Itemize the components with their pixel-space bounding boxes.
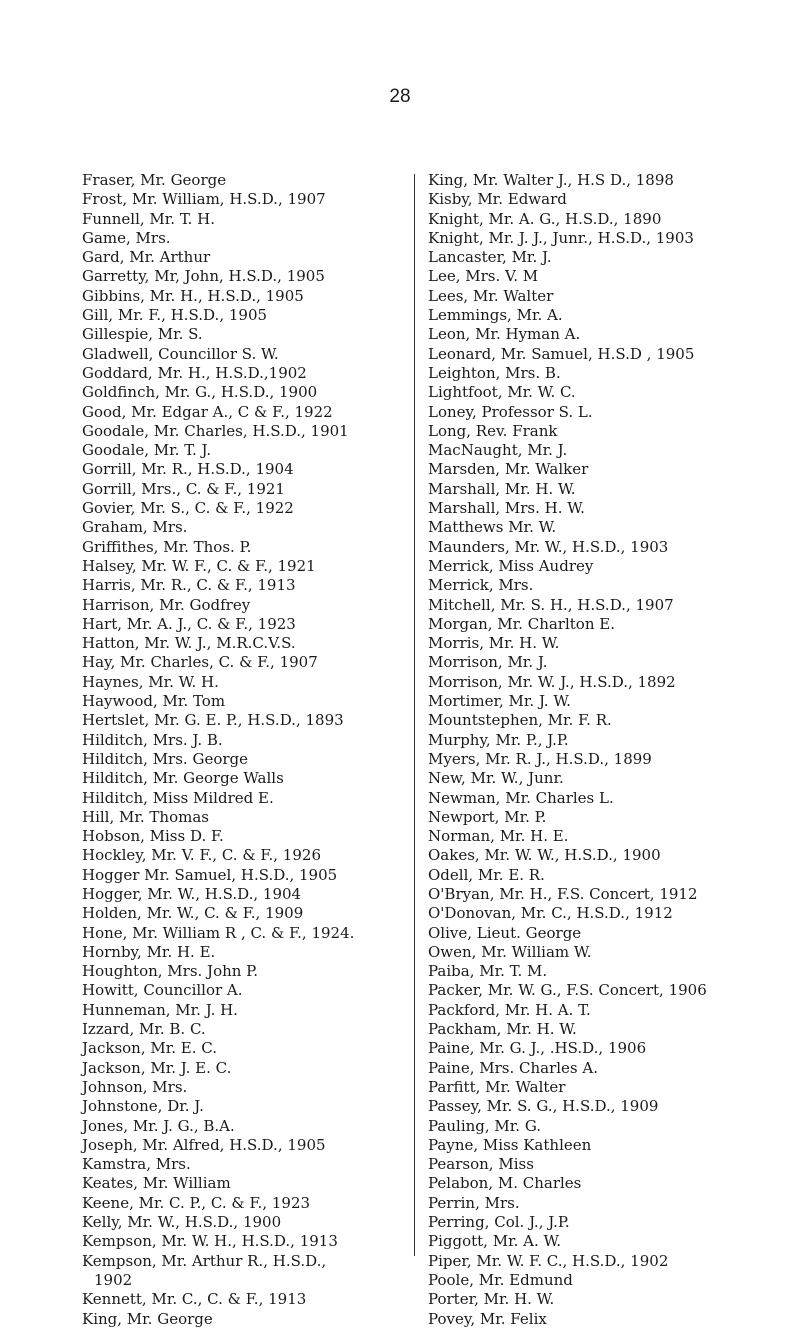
list-item: Hone, Mr. William R , C. & F., 1924. (82, 923, 355, 942)
list-item: Porter, Mr. H. W. (428, 1290, 555, 1309)
list-item: Packham, Mr. H. W. (428, 1020, 577, 1039)
list-item: Olive, Lieut. George (428, 923, 582, 942)
list-item: Piper, Mr. W. F. C., H.S.D., 1902 (428, 1251, 669, 1270)
right-column-list (428, 171, 784, 1329)
list-item: Hobson, Miss D. F. (82, 827, 224, 846)
list-item: Murphy, Mr. P., J.P. (428, 730, 569, 749)
list-item: 1902 (94, 1270, 133, 1289)
list-item: Perring, Col. J., J.P. (428, 1213, 570, 1232)
list-item: Hertslet, Mr. G. E. P., H.S.D., 1893 (82, 711, 344, 730)
list-item: O'Donovan, Mr. C., H.S.D., 1912 (428, 904, 673, 923)
list-item: Keates, Mr. William (82, 1174, 231, 1193)
list-item: Kelly, Mr. W., H.S.D., 1900 (82, 1213, 282, 1232)
list-item: Game, Mrs. (82, 228, 171, 247)
list-item: Jackson, Mr. E. C. (82, 1039, 217, 1058)
list-item: Owen, Mr. William W. (428, 942, 592, 961)
list-item: Parfitt, Mr. Walter (428, 1077, 566, 1096)
list-item: Perrin, Mrs. (428, 1193, 520, 1212)
list-item: Kempson, Mr. Arthur R., H.S.D., (82, 1251, 327, 1270)
list-item: Hatton, Mr. W. J., M.R.C.V.S. (82, 634, 296, 653)
list-item: Izzard, Mr. B. C. (82, 1020, 206, 1039)
list-item: Morris, Mr. H. W. (428, 634, 560, 653)
list-item: Merrick, Mrs. (428, 576, 534, 595)
list-item: Paine, Mr. G. J., .HS.D., 1906 (428, 1039, 647, 1058)
list-item: Packer, Mr. W. G., F.S. Concert, 1906 (428, 981, 707, 1000)
list-item: Johnstone, Dr. J. (82, 1097, 204, 1116)
list-item: Gill, Mr. F., H.S.D., 1905 (82, 306, 268, 325)
list-item: Morgan, Mr. Charlton E. (428, 614, 615, 633)
list-item: Paine, Mrs. Charles A. (428, 1058, 598, 1077)
page-number: 28 (389, 86, 411, 107)
list-item: Loney, Professor S. L. (428, 402, 593, 421)
list-item: Pelabon, M. Charles (428, 1174, 582, 1193)
list-item: Goddard, Mr. H., H.S.D.,1902 (82, 363, 307, 382)
list-item: Povey, Mr. Felix (428, 1309, 547, 1328)
list-item: Houghton, Mrs. John P. (82, 962, 259, 981)
list-item: Garretty, Mr, John, H.S.D., 1905 (82, 267, 325, 286)
list-item: King, Mr. George (82, 1309, 213, 1328)
list-item: Marshall, Mr. H. W. (428, 479, 576, 498)
list-item: Morrison, Mr. J. (428, 653, 548, 672)
list-item: Myers, Mr. R. J., H.S.D., 1899 (428, 749, 652, 768)
list-item: O'Bryan, Mr. H., F.S. Concert, 1912 (428, 884, 698, 903)
list-item: Kempson, Mr. W. H., H.S.D., 1913 (82, 1232, 338, 1251)
list-item: Newman, Mr. Charles L. (428, 788, 614, 807)
list-item: Kennett, Mr. C., C. & F., 1913 (82, 1290, 307, 1309)
list-item: Keene, Mr. C. P., C. & F., 1923 (82, 1193, 311, 1212)
list-item: Kamstra, Mrs. (82, 1155, 191, 1174)
left-column-list (82, 171, 404, 1329)
list-item: Gladwell, Councillor S. W. (82, 344, 279, 363)
list-item: Hilditch, Mr. George Walls (82, 769, 284, 788)
list-item: Pauling, Mr. G. (428, 1116, 542, 1135)
list-item: Haywood, Mr. Tom (82, 692, 226, 711)
list-item: King, Mr. Walter J., H.S D., 1898 (428, 171, 674, 189)
list-item: Paiba, Mr. T. M. (428, 962, 548, 981)
list-item: Gorrill, Mr. R., H.S.D., 1904 (82, 460, 294, 479)
list-item: Hogger, Mr. W., H.S.D., 1904 (82, 884, 302, 903)
list-item: Knight, Mr. J. J., Junr., H.S.D., 1903 (428, 228, 694, 247)
list-item: Jones, Mr. J. G., B.A. (82, 1116, 235, 1135)
list-item: Fraser, Mr. George (82, 171, 227, 189)
list-item: Harris, Mr. R., C. & F., 1913 (82, 576, 296, 595)
list-item: Hockley, Mr. V. F., C. & F., 1926 (82, 846, 321, 865)
list-item: Haynes, Mr. W. H. (82, 672, 219, 691)
list-item: Gibbins, Mr. H., H.S.D., 1905 (82, 286, 304, 305)
list-item: Joseph, Mr. Alfred, H.S.D., 1905 (82, 1135, 326, 1154)
list-item: Goodale, Mr. Charles, H.S.D., 1901 (82, 421, 349, 440)
list-item: Goldfinch, Mr. G., H.S.D., 1900 (82, 383, 318, 402)
list-item: Marshall, Mrs. H. W. (428, 499, 585, 518)
list-item: Kisby, Mr. Edward (428, 190, 567, 209)
list-item: Piggott, Mr. A. W. (428, 1232, 562, 1251)
list-item: Jackson, Mr. J. E. C. (82, 1058, 232, 1077)
list-item: Leighton, Mrs. B. (428, 363, 561, 382)
list-item: Frost, Mr. William, H.S.D., 1907 (82, 190, 326, 209)
list-item: Good, Mr. Edgar A., C & F., 1922 (82, 402, 333, 421)
list-item: Harrison, Mr. Godfrey (82, 595, 251, 614)
list-item: MacNaught, Mr. J. (428, 441, 568, 460)
list-item: Hornby, Mr. H. E. (82, 942, 216, 961)
list-item: Hilditch, Miss Mildred E. (82, 788, 274, 807)
list-item: Lees, Mr. Walter (428, 286, 554, 305)
list-item: Hogger Mr. Samuel, H.S.D., 1905 (82, 865, 338, 884)
list-item: Gorrill, Mrs., C. & F., 1921 (82, 479, 285, 498)
list-item: Lancaster, Mr. J. (428, 248, 552, 267)
column-divider (414, 174, 415, 1256)
list-item: New, Mr. W., Junr. (428, 769, 564, 788)
list-item: Hilditch, Mrs. J. B. (82, 730, 223, 749)
list-item: Leon, Mr. Hyman A. (428, 325, 581, 344)
list-item: Maunders, Mr. W., H.S.D., 1903 (428, 537, 669, 556)
list-item: Johnson, Mrs. (82, 1077, 188, 1096)
list-item: Hunneman, Mr. J. H. (82, 1000, 238, 1019)
list-item: Hart, Mr. A. J., C. & F., 1923 (82, 614, 296, 633)
list-item: Howitt, Councillor A. (82, 981, 243, 1000)
list-item: Gard, Mr. Arthur (82, 248, 211, 267)
list-item: Poole, Mr. Edmund (428, 1270, 573, 1289)
list-item: Morrison, Mr. W. J., H.S.D., 1892 (428, 672, 676, 691)
list-item: Matthews Mr. W. (428, 518, 557, 537)
list-item: Oakes, Mr. W. W., H.S.D., 1900 (428, 846, 661, 865)
list-item: Passey, Mr. S. G., H.S.D., 1909 (428, 1097, 659, 1116)
list-item: Lemmings, Mr. A. (428, 306, 563, 325)
list-item: Knight, Mr. A. G., H.S.D., 1890 (428, 209, 662, 228)
list-item: Mortimer, Mr. J. W. (428, 692, 571, 711)
list-item: Odell, Mr. E. R. (428, 865, 545, 884)
list-item: Norman, Mr. H. E. (428, 827, 569, 846)
list-item: Graham, Mrs. (82, 518, 188, 537)
list-item: Lee, Mrs. V. M (428, 267, 539, 286)
list-item: Mitchell, Mr. S. H., H.S.D., 1907 (428, 595, 674, 614)
list-item: Funnell, Mr. T. H. (82, 209, 216, 228)
list-item: Merrick, Miss Audrey (428, 556, 594, 575)
list-item: Hay, Mr. Charles, C. & F., 1907 (82, 653, 318, 672)
list-item: Hill, Mr. Thomas (82, 807, 209, 826)
list-item: Griffithes, Mr. Thos. P. (82, 537, 252, 556)
list-item: Mountstephen, Mr. F. R. (428, 711, 612, 730)
list-item: Govier, Mr. S., C. & F., 1922 (82, 499, 294, 518)
list-item: Leonard, Mr. Samuel, H.S.D , 1905 (428, 344, 695, 363)
list-item: Marsden, Mr. Walker (428, 460, 589, 479)
list-item: Packford, Mr. H. A. T. (428, 1000, 591, 1019)
list-item: Long, Rev. Frank (428, 421, 558, 440)
list-item: Hilditch, Mrs. George (82, 749, 249, 768)
list-item: Pearson, Miss (428, 1155, 534, 1174)
list-item: Holden, Mr. W., C. & F., 1909 (82, 904, 304, 923)
list-item: Lightfoot, Mr. W. C. (428, 383, 576, 402)
list-item: Goodale, Mr. T. J. (82, 441, 212, 460)
list-item: Gillespie, Mr. S. (82, 325, 203, 344)
list-item: Payne, Miss Kathleen (428, 1135, 592, 1154)
list-item: Newport, Mr. P. (428, 807, 547, 826)
list-item: Halsey, Mr. W. F., C. & F., 1921 (82, 556, 316, 575)
